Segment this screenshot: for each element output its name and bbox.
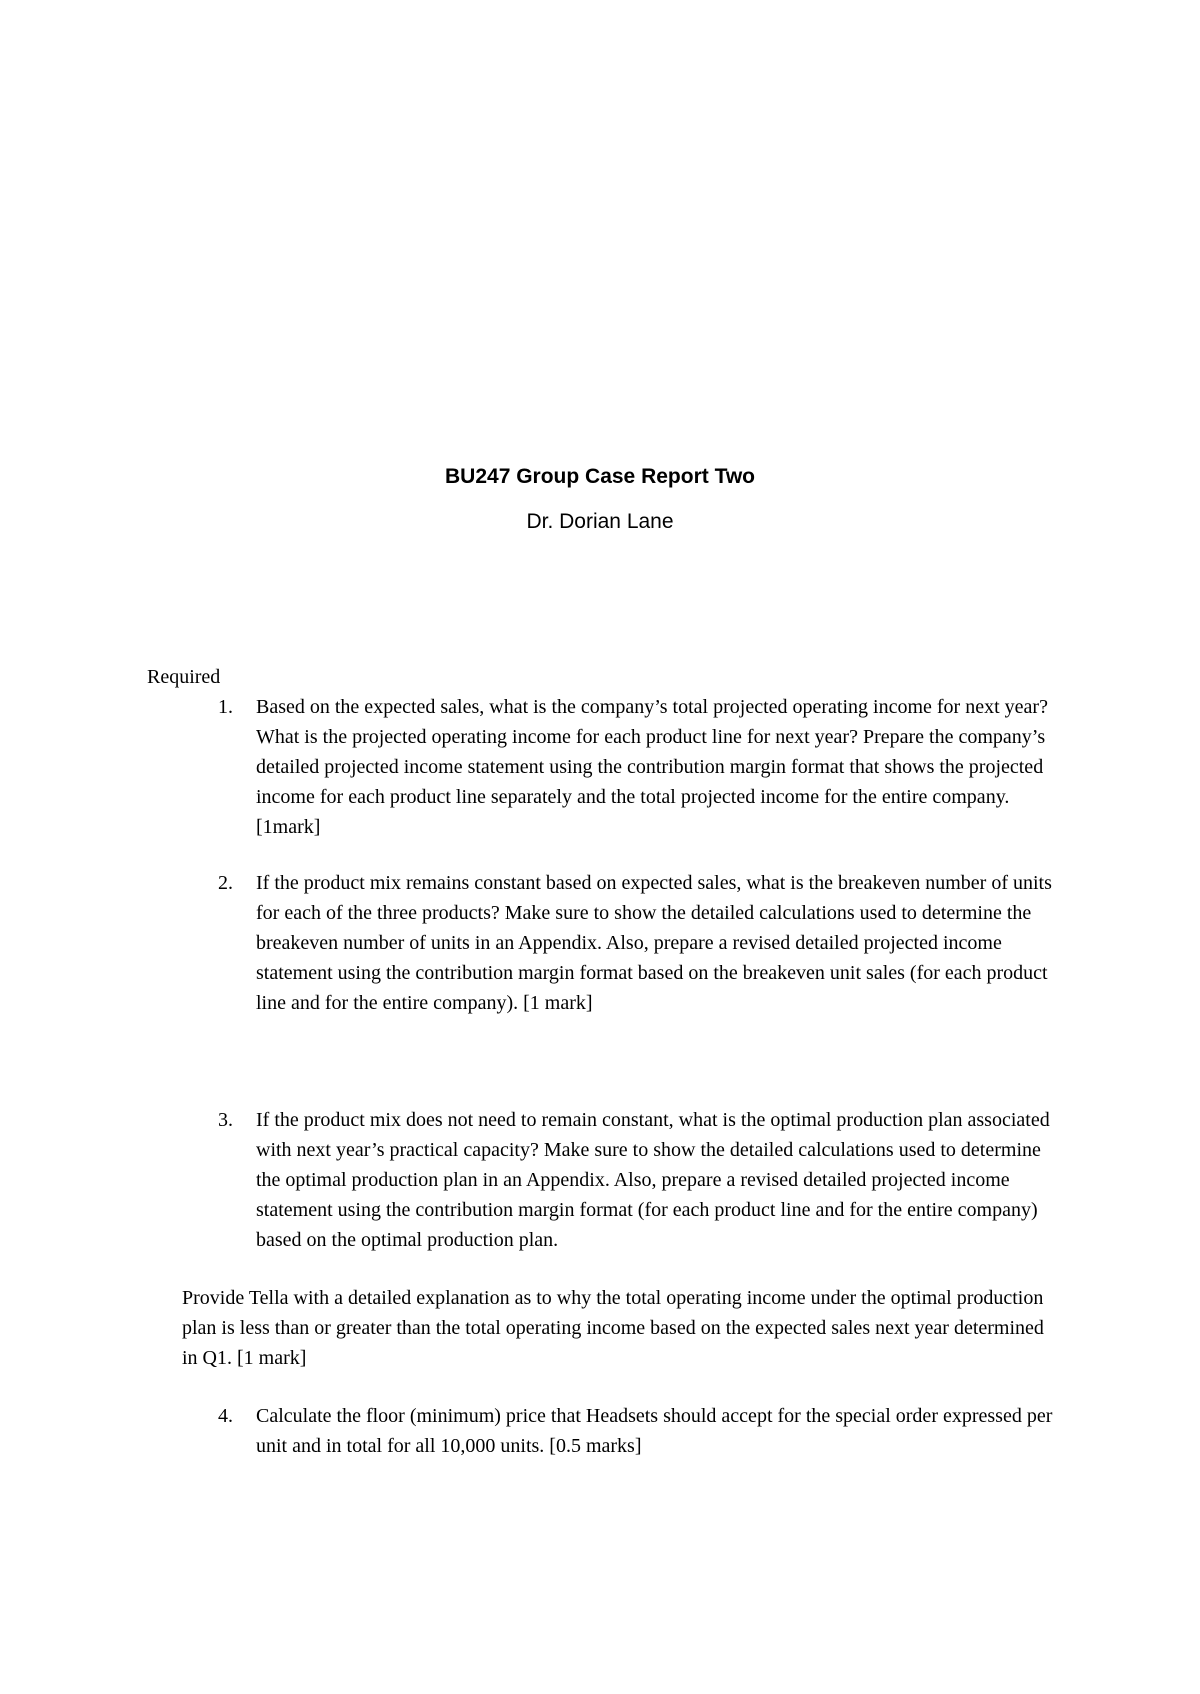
question-text-1: Based on the expected sales, what is the company’s total projected operating income for next year? What is the projected operating income for each product line for next year? Prepare the company’s detailed projected income statement using the contribution margin format that shows the projected income for each product line separately and the total projected income for the entire company. [1mark] [256,696,1048,838]
question-item-4 [218,1401,1063,1461]
question-number-1: 1. [218,696,233,718]
explanation-paragraph: Provide Tella with a detailed explanation as to why the total operating income under the optimal production plan is less than or greater than the total operating income based on the expected sales next year determined in Q1. [1 mark] [182,1287,1044,1369]
question-text-3: If the product mix does not need to remain constant, what is the optimal production plan associated with next year’s practical capacity? Make sure to show the detailed calculations used to determine the optimal production plan in an Appendix. Also, prepare a revised detailed projected income statement using the contribution margin format (for each product line and for the entire company) based on the optimal production plan. [256,1109,1050,1251]
required-heading: Required [147,666,221,688]
question-item-2 [218,868,1063,1018]
question-item-3 [218,1105,1063,1255]
question-text-2: If the product mix remains constant based on expected sales, what is the breakeven number of units for each of the three products? Make sure to show the detailed calculations used to determine the breakeven number of units in an Appendix. Also, prepare a revised detailed projected income statement using the contribution margin format based on the breakeven unit sales (for each product line and for the entire company). [1 mark] [256,872,1052,1014]
document-title: BU247 Group Case Report Two [445,465,755,488]
question-number-3: 3. [218,1109,233,1131]
question-text-4: Calculate the floor (minimum) price that Headsets should accept for the special order expressed per unit and in total for all 10,000 units. [0.5 marks] [256,1405,1053,1457]
question-number-4: 4. [218,1405,233,1427]
question-item-1 [218,692,1063,842]
question-number-2: 2. [218,872,233,894]
document-author: Dr. Dorian Lane [526,510,674,533]
